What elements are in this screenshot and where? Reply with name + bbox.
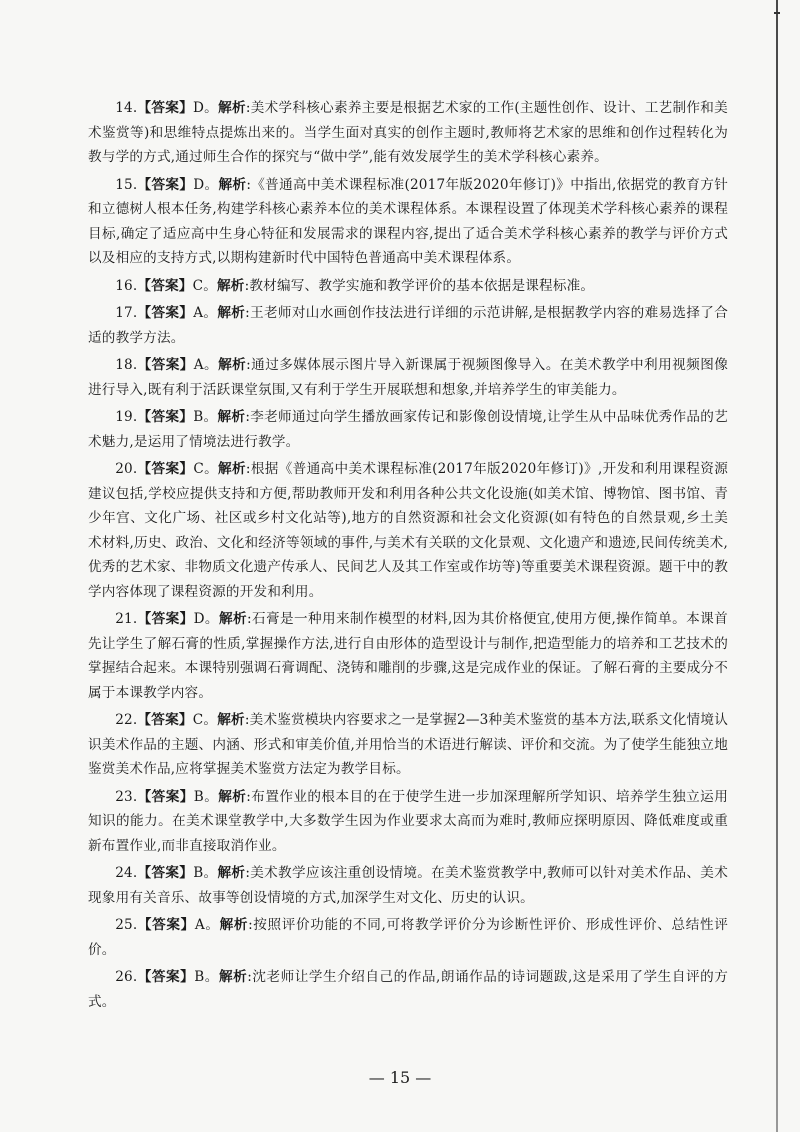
scan-edge-line — [776, 0, 778, 1132]
item-number: 26. — [115, 969, 138, 985]
analysis-label: 解析 — [219, 917, 249, 933]
item-number: 24. — [115, 865, 138, 881]
answer-item-17 — [88, 301, 728, 350]
answer-item-15 — [88, 173, 728, 271]
answer-letter: B。 — [193, 409, 218, 425]
answer-letter: D。 — [193, 176, 219, 193]
answer-label: 【答案】 — [137, 917, 195, 933]
item-number: 14. — [115, 100, 138, 116]
answer-letter: C。 — [192, 712, 218, 728]
answer-label: 【答案】 — [137, 712, 193, 728]
analysis-text: :王老师对山水画创作技法进行详细的示范讲解,是根据教学内容的难易选择了合适的教学方法。 — [88, 305, 728, 346]
page-number: — 15 — — [368, 1068, 432, 1087]
answer-item-23 — [88, 785, 728, 859]
answer-letter: B。 — [193, 865, 218, 881]
answer-item-25 — [88, 913, 728, 962]
answer-label: 【答案】 — [137, 865, 194, 881]
analysis-text: :美术学科核心素养主要是根据艺术家的工作(主题性创作、设计、工艺制作和美术鉴赏等)和思维特点提炼出来的。当学生面对真实的创作主题时,教师将艺术家的思维和创作过程转化为教与学的方式,通过师生合作的探究与“做中学”,能有效发展学生的美术学科核心素养。 — [88, 100, 728, 165]
answer-letter: B。 — [194, 969, 219, 985]
answer-item-19 — [88, 405, 728, 454]
analysis-label: 解析 — [217, 712, 245, 728]
item-number: 20. — [115, 461, 138, 477]
answer-letter: A。 — [193, 357, 219, 373]
answer-analysis-list — [88, 96, 728, 1017]
answer-label: 【答案】 — [137, 277, 193, 294]
answer-letter: C。 — [193, 461, 219, 477]
answer-letter: A。 — [194, 917, 220, 933]
item-number: 22. — [115, 712, 138, 728]
analysis-text: :美术鉴赏模块内容要求之一是掌握2—3种美术鉴赏的基本方法,联系文化情境认识美术作品的主题、内涵、形式和审美价值,并用恰当的术语进行解读、评价和交流。为了使学生能独立地鉴赏美术作品,应将掌握美术鉴赏方法定为教学目标。 — [88, 712, 728, 777]
analysis-label: 解析 — [218, 969, 248, 985]
item-number: 19. — [115, 409, 138, 425]
answer-item-24 — [88, 861, 728, 910]
analysis-text: :通过多媒体展示图片导入新课属于视频图像导入。在美术教学中利用视频图像进行导入,既有利于活跃课堂氛围,又有利于学生开展联想和想象,并培养学生的审美能力。 — [88, 357, 729, 398]
analysis-label: 解析 — [218, 176, 247, 193]
answer-letter: B。 — [193, 788, 219, 805]
analysis-text: :按照评价功能的不同,可将教学评价分为诊断性评价、形成性评价、总结性评价。 — [88, 917, 728, 958]
analysis-label: 解析 — [217, 865, 246, 881]
answer-item-20 — [88, 457, 728, 604]
item-number: 25. — [115, 917, 138, 933]
answer-label: 【答案】 — [137, 176, 194, 193]
answer-item-21 — [88, 607, 728, 705]
answer-item-22 — [88, 708, 728, 782]
analysis-text: :石膏是一种用来制作模型的材料,因为其价格便宜,使用方便,操作简单。本课首先让学生了解石膏的性质,掌握操作方法,进行自由形体的造型设计与制作,把造型能力的培养和工艺技术的掌握结合起来。本课特别强调石膏调配、浇铸和雕削的步骤,这是完成作业的保证。了解石膏的主要成分不属于本课教学内容。 — [88, 611, 728, 701]
analysis-label: 解析 — [218, 357, 247, 373]
item-number: 18. — [115, 357, 138, 373]
answer-letter: D。 — [193, 611, 219, 627]
item-number: 16. — [115, 277, 138, 294]
item-number: 21. — [115, 611, 138, 627]
answer-label: 【答案】 — [137, 357, 194, 373]
analysis-text: :教材编写、教学实施和教学评价的基本依据是课程标准。 — [244, 277, 595, 294]
answer-letter: C。 — [192, 277, 217, 294]
analysis-text: :根据《普通高中美术课程标准(2017年版2020年修订)》,开发和利用课程资源建议包括,学校应提供支持和方便,帮助教师开发和利用各种公共文化设施(如美术馆、博物馆、图书馆、青少年宫、文化广场、社区或乡村文化站等),地方的自然资源和社会文化资源(如有特色的自然景观,乡土美术材料,历史、政治、文化和经济等领域的事件,与美术有关联的文化景观、文化遗产和遗迹,民间传统美术,优秀的艺术家、非物质文化遗产传承人、民间艺人及其工作室或作坊等)等重要美术课程资源。题干中的教学内容体现了课程资源的开发和利用。 — [88, 461, 729, 600]
analysis-label: 解析 — [218, 461, 246, 477]
answer-item-18 — [88, 353, 728, 402]
answer-item-26 — [88, 965, 728, 1014]
answer-label: 【答案】 — [137, 305, 194, 321]
answer-label: 【答案】 — [137, 100, 193, 116]
answer-item-14 — [88, 96, 728, 170]
answer-letter: D。 — [193, 100, 219, 116]
analysis-text: :布置作业的根本目的在于使学生进一步加深理解所学知识、培养学生独立运用知识的能力。在美术课堂教学中,大多数学生因为作业要求太高而为难时,教师应探明原因、降低难度或重新布置作业,而非直接取消作业。 — [88, 788, 729, 854]
analysis-text: :沈老师让学生介绍自己的作品,朗诵作品的诗词题跋,这是采用了学生自评的方式。 — [88, 969, 728, 1010]
analysis-label: 解析 — [217, 409, 246, 425]
answer-label: 【答案】 — [137, 969, 195, 985]
answer-letter: A。 — [193, 305, 218, 321]
answer-item-16 — [88, 274, 728, 299]
analysis-text: :李老师通过向学生播放画家传记和影像创设情境,让学生从中品味优秀作品的艺术魅力,是运用了情境法进行教学。 — [88, 409, 728, 450]
item-number: 17. — [115, 305, 138, 321]
analysis-label: 解析 — [217, 305, 246, 321]
analysis-label: 解析 — [218, 100, 246, 116]
answer-label: 【答案】 — [137, 461, 194, 477]
item-number: 23. — [115, 788, 138, 805]
answer-label: 【答案】 — [137, 409, 194, 425]
analysis-text: :美术教学应该注重创设情境。在美术鉴赏教学中,教师可以针对美术作品、美术现象用有关音乐、故事等创设情境的方式,加深学生对文化、历史的认识。 — [88, 865, 728, 906]
item-number: 15. — [115, 176, 138, 193]
analysis-label: 解析 — [217, 277, 245, 294]
scan-edge-mark — [774, 12, 780, 14]
answer-label: 【答案】 — [137, 788, 194, 805]
analysis-label: 解析 — [218, 788, 247, 805]
analysis-label: 解析 — [218, 611, 247, 627]
answer-label: 【答案】 — [137, 611, 194, 627]
analysis-text: :《普通高中美术课程标准(2017年版2020年修订)》中指出,依据党的教育方针和立德树人根本任务,构建学科核心素养本位的美术课程体系。本课程设置了体现美术学科核心素养的课程目标,确定了适应高中生身心特征和发展需求的课程内容,提出了适合美术学科核心素养的教学与评价方式以及相应的支持方式,以期构建新时代中国特色普通高中美术课程体系。 — [88, 176, 728, 266]
